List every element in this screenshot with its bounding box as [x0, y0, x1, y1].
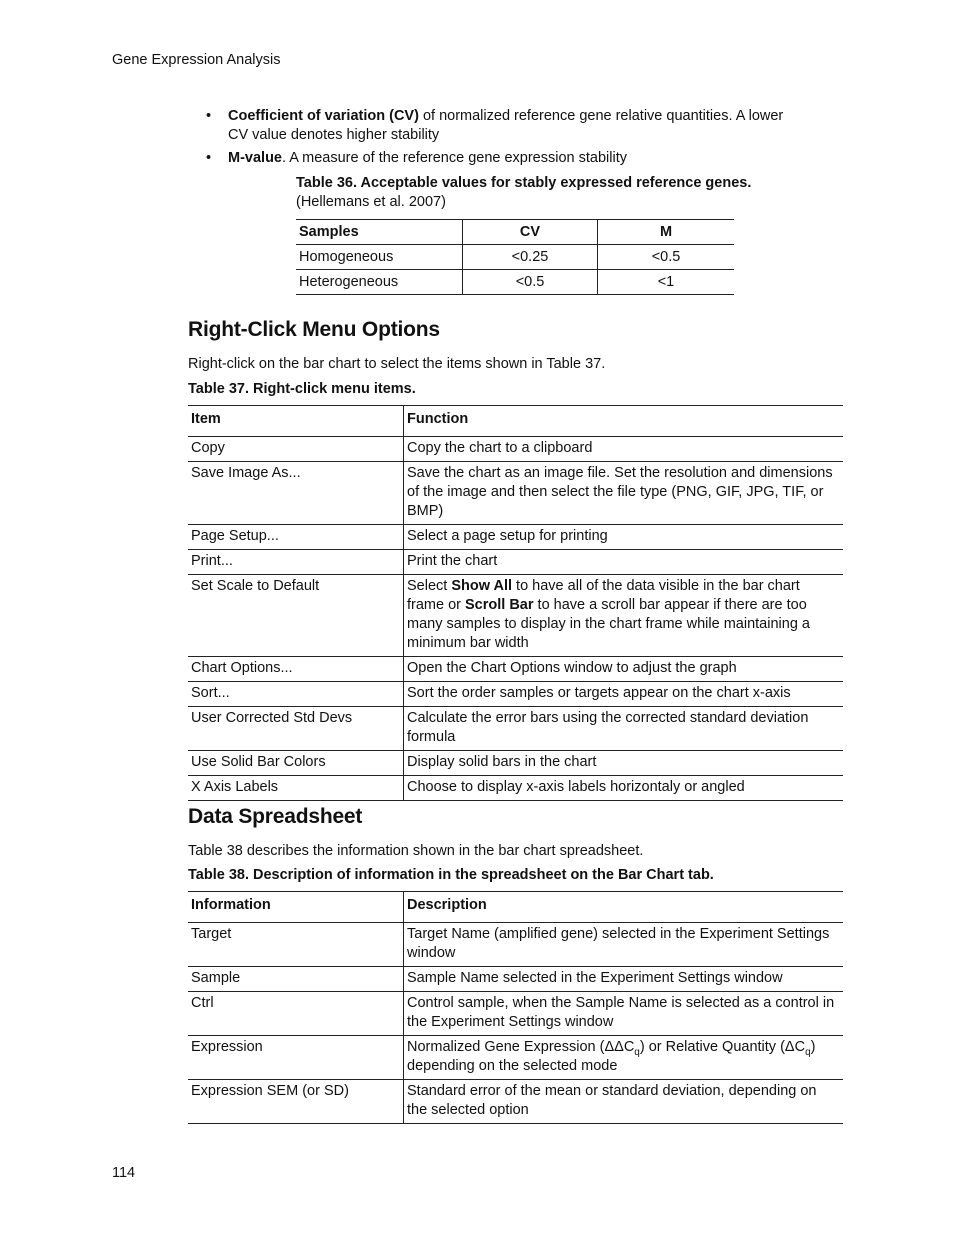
table36-caption	[296, 174, 816, 212]
section-intro: Table 38 describes the information shown in the bar chart spreadsheet.	[188, 843, 644, 859]
table-cell: Use Solid Bar Colors	[191, 754, 326, 770]
table-row	[188, 682, 843, 707]
table37	[188, 405, 843, 801]
table-cell: Chart Options...	[191, 660, 293, 676]
table38-caption: Table 38. Description of information in the spreadsheet on the Bar Chart tab.	[188, 867, 714, 883]
column-header: Function	[404, 406, 844, 437]
table36-caption-source: (Hellemans et al. 2007)	[296, 194, 446, 210]
section-heading-data-spreadsheet: Data Spreadsheet	[188, 805, 363, 828]
column-header: Samples	[299, 224, 359, 240]
table-cell: Select a page setup for printing	[404, 525, 844, 550]
table-row	[188, 992, 843, 1036]
column-header: Description	[404, 892, 844, 923]
table-row	[296, 270, 734, 295]
table-cell: Choose to display x-axis labels horizontaly or angled	[404, 776, 844, 801]
table-row	[188, 1036, 843, 1080]
table-row	[188, 525, 843, 550]
section-heading-right-click: Right-Click Menu Options	[188, 318, 440, 341]
table-header-row	[188, 406, 843, 437]
table-cell: Sort...	[191, 685, 230, 701]
table-row	[188, 575, 843, 657]
table-cell: Calculate the error bars using the corrected standard deviation formula	[404, 707, 844, 751]
column-header: Item	[191, 411, 221, 427]
table-cell: Control sample, when the Sample Name is selected as a control in the Experiment Settings window	[404, 992, 844, 1036]
table-cell: Target Name (amplified gene) selected in the Experiment Settings window	[404, 923, 844, 967]
table36-caption-title: Table 36. Acceptable values for stably expressed reference genes.	[296, 175, 752, 191]
table-row	[188, 776, 843, 801]
table-row	[188, 923, 843, 967]
table-cell: Display solid bars in the chart	[404, 751, 844, 776]
table-cell: Copy	[191, 440, 225, 456]
table-cell: <0.5	[463, 270, 598, 295]
table-cell: Heterogeneous	[299, 274, 399, 290]
table-row	[188, 967, 843, 992]
table-cell: Page Setup...	[191, 528, 279, 544]
table-cell: Ctrl	[191, 995, 214, 1011]
table-cell: Set Scale to Default	[191, 578, 320, 594]
running-header: Gene Expression Analysis	[112, 52, 281, 68]
table-cell: Sample Name selected in the Experiment Settings window	[404, 967, 844, 992]
table-cell: User Corrected Std Devs	[191, 710, 353, 726]
table-row	[296, 245, 734, 270]
table-cell: Target	[191, 926, 232, 942]
table-cell-expression: Normalized Gene Expression $(\Delta\Delta C_q)$ or Relative Quantity $(\Delta C_q)$ depending on the selected mode	[404, 1036, 844, 1080]
table-header-row	[188, 892, 843, 923]
table-cell-set-scale: Select Show All to have all of the data visible in the bar chart frame or Scroll Bar to have a scroll bar appear if there are too many samples to display in the chart frame while maintaining a minimum bar width	[404, 575, 844, 657]
table-cell: Print the chart	[404, 550, 844, 575]
table-cell: Save the chart as an image file. Set the resolution and dimensions of the image and then select the file type (PNG, GIF, JPG, TIF, or BMP)	[404, 462, 844, 525]
bullet-item-cv	[206, 107, 806, 145]
table-cell: Print...	[191, 553, 233, 569]
table-row	[188, 462, 843, 525]
table-cell: Open the Chart Options window to adjust the graph	[404, 657, 844, 682]
table-cell: Homogeneous	[299, 249, 394, 265]
table-cell: Expression SEM (or SD)	[191, 1083, 349, 1099]
column-header: CV	[463, 220, 598, 245]
bullet-term: M-value	[228, 150, 282, 166]
table-cell: Save Image As...	[191, 465, 301, 481]
bullet-item-m-value	[206, 149, 806, 168]
bullet-text: of normalized reference gene relative quantities. A lower CV value denotes higher stability	[228, 108, 784, 143]
page-number: 114	[112, 1165, 136, 1181]
table-cell: Standard error of the mean or standard deviation, depending on the selected option	[404, 1080, 844, 1124]
column-header: Information	[191, 897, 271, 913]
table-cell: Expression	[191, 1039, 263, 1055]
table-cell: Copy the chart to a clipboard	[404, 437, 844, 462]
column-header: M	[598, 220, 735, 245]
table37-caption: Table 37. Right-click menu items.	[188, 381, 416, 397]
table-row	[188, 1080, 843, 1124]
bullet-text: . A measure of the reference gene expression stability	[282, 150, 627, 166]
table-header-row	[296, 220, 734, 245]
table-row	[188, 751, 843, 776]
table-cell: <0.5	[598, 245, 735, 270]
bullet-list	[206, 107, 806, 172]
section-intro: Right-click on the bar chart to select the items shown in Table 37.	[188, 356, 606, 372]
table36	[296, 219, 734, 295]
table-cell: Sort the order samples or targets appear on the chart x-axis	[404, 682, 844, 707]
table-row	[188, 550, 843, 575]
bullet-icon: •	[206, 150, 212, 166]
bullet-term: Coefficient of variation (CV)	[228, 108, 419, 124]
table-row	[188, 657, 843, 682]
table-cell: X Axis Labels	[191, 779, 279, 795]
table-cell: Sample	[191, 970, 241, 986]
table-row	[188, 707, 843, 751]
bullet-icon: •	[206, 108, 212, 124]
table-row	[188, 437, 843, 462]
table38	[188, 891, 843, 1124]
table-cell: <0.25	[463, 245, 598, 270]
table-cell: <1	[598, 270, 735, 295]
